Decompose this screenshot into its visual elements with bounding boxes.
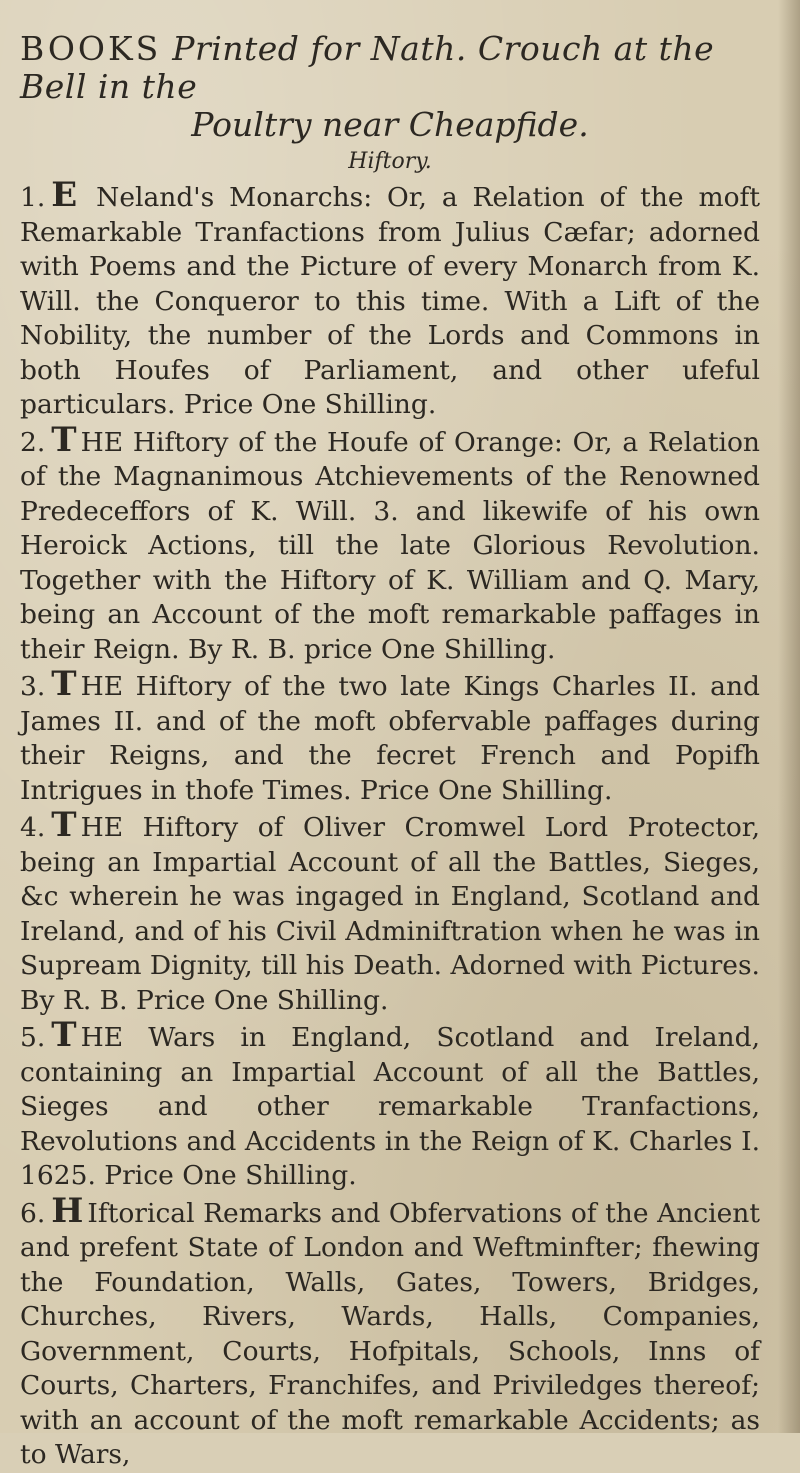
printed-line: Printed for Nath. Crouch at the Bell in the <box>20 29 715 106</box>
entry-text: HE Hiftory of Oliver Cromwel Lord Protector, being an Impartial Account of all the Battles, Sieges, &c wherein he was ingaged in England, Scotland and Ireland, and of his Civil Adminiftration when he was in Supream Dignity, till his Death. Adorned with Pictures. By R. B. Price One Shilling. <box>20 812 760 1016</box>
entry-dropcap: T <box>51 805 77 845</box>
entry-number: 4. <box>20 812 46 843</box>
entry-number: 1. <box>20 182 46 213</box>
entry-2 <box>20 419 760 668</box>
entry-3 <box>20 664 760 808</box>
entry-5 <box>20 1015 760 1194</box>
entry-number: 2. <box>20 426 46 458</box>
entry-dropcap: T <box>51 664 77 704</box>
entry-text: HE Wars in England, Scotland and Ireland, containing an Impartial Account of all the Battles, Sieges and other remarkable Tranfactions, Revolutions and Accidents in the Reign of K. Charles I. 1625. Price One Shilling. <box>20 1022 760 1191</box>
entry-text: HE Hiftory of the Houfe of Orange: Or, a Relation of the Magnanimous Atchievements of the Renowned Predeceffors of K. Will. 3. and likewife of his own Heroick Actions, till the late Glorious Revolution. Together with the Hiftory of K. William and Q. Mary, being an Account of the moft remarkable paffages in their Reign. By R. B. price One Shilling. <box>20 426 760 665</box>
entry-dropcap: H <box>51 1190 84 1231</box>
entry-number: 3. <box>20 671 46 702</box>
page-edge-shadow <box>778 0 800 1433</box>
entry-number: 6. <box>20 1197 46 1229</box>
page-heading <box>20 30 760 106</box>
section-title: Hiftory. <box>348 149 432 174</box>
entry-dropcap: E <box>51 175 78 215</box>
entry-dropcap: T <box>51 419 77 460</box>
entry-text: Iftorical Remarks and Obfervations of the Ancient and prefent State of London and Weftminfter; fhewing the Foundation, Walls, Gates, Towers, Bridges, Churches, Rivers, Wards, Halls, Companies, Government, Courts, Hofpitals, Schools, Inns of Courts, Charters, Franchifes, and Priviledges thereof; with an account of the moft remarkable Accidents; as to Wars, <box>20 1197 760 1470</box>
entry-4 <box>20 805 760 1018</box>
entry-number: 5. <box>20 1022 46 1053</box>
books-label: BOOKS <box>20 29 162 68</box>
entry-6 <box>20 1190 760 1473</box>
entry-text: Neland's Monarchs: Or, a Relation of the moft Remarkable Tranfactions from Julius Cæfar; adorned with Poems and the Picture of every Monarch from K. Will. the Conqueror to this time. With a Lift of the Nobility, the number of the Lords and Commons in both Houfes of Parliament, and other ufeful particulars. Price One Shilling. <box>20 182 760 420</box>
entry-text: HE Hiftory of the two late Kings Charles II. and James II. and of the moft obfervable paffages during their Reigns, and the fecret French and Popifh Intrigues in thofe Times. Price One Shilling. <box>20 671 760 806</box>
location-line: Poultry near Cheapfide. <box>191 105 589 144</box>
entry-1 <box>20 175 760 423</box>
entry-dropcap: T <box>51 1015 77 1055</box>
